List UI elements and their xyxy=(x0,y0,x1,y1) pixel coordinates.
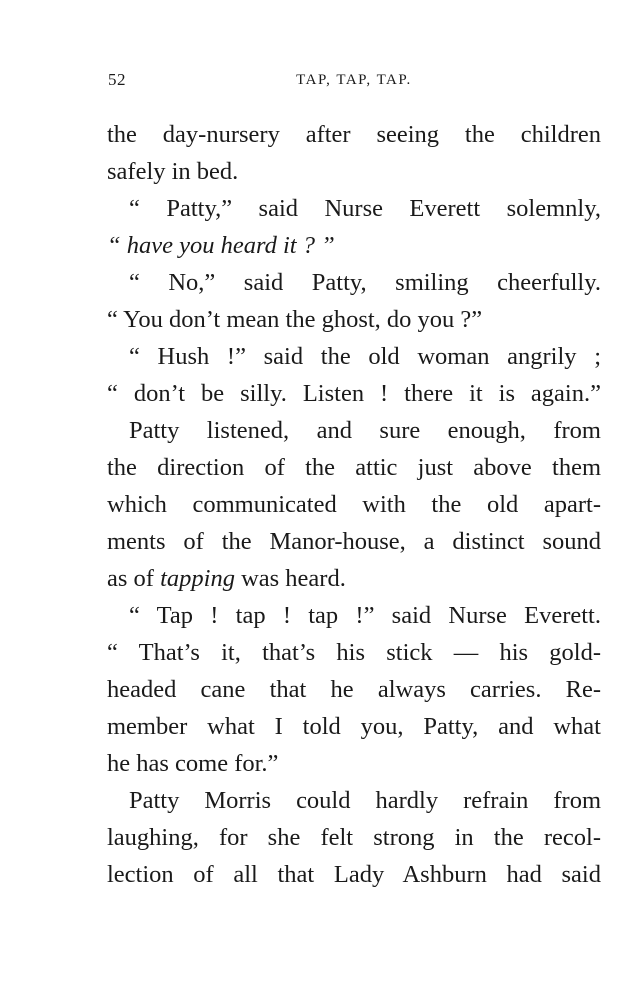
body-text xyxy=(107,116,601,893)
text-line: safely in bed. xyxy=(107,158,239,185)
text-line: which communicated with the old apart- xyxy=(107,491,601,518)
text-line: as of tapping was heard. xyxy=(107,565,346,592)
text-line: headed cane that he always carries. Re- xyxy=(107,676,601,703)
text-line: member what I told you, Patty, and what xyxy=(107,713,601,740)
text-line xyxy=(107,227,601,264)
text-line: he has come for.” xyxy=(107,750,279,777)
text-line: “ You don’t mean the ghost, do you ?” xyxy=(107,306,483,333)
text-line: ments of the Manor-house, a distinct sound xyxy=(107,528,601,555)
text-line: “ No,” said Patty, smiling cheerfully. xyxy=(129,269,601,296)
italic-quote: “ have you heard it ? ” xyxy=(107,232,335,259)
text-line: the day-nursery after seeing the children xyxy=(107,121,601,148)
running-head xyxy=(108,70,600,96)
text-line: Patty listened, and sure enough, from xyxy=(129,417,601,444)
text-line: “ Hush !” said the old woman angrily ; xyxy=(129,343,601,370)
text-line: Patty Morris could hardly refrain from xyxy=(129,787,601,814)
page-number: 52 xyxy=(108,70,126,89)
italic-word: tapping xyxy=(160,565,235,592)
text-line: “ That’s it, that’s his stick — his gold- xyxy=(107,639,601,666)
text-line: laughing, for she felt strong in the recol- xyxy=(107,824,601,851)
text-line: “ don’t be silly. Listen ! there it is again.” xyxy=(107,380,601,407)
text-line: lection of all that Lady Ashburn had said xyxy=(107,861,601,888)
text-line: “ Patty,” said Nurse Everett solemnly, xyxy=(129,195,601,222)
text-line: the direction of the attic just above them xyxy=(107,454,601,481)
text-line: “ Tap ! tap ! tap !” said Nurse Everett. xyxy=(129,602,601,629)
running-title: TAP, TAP, TAP. xyxy=(296,72,412,88)
